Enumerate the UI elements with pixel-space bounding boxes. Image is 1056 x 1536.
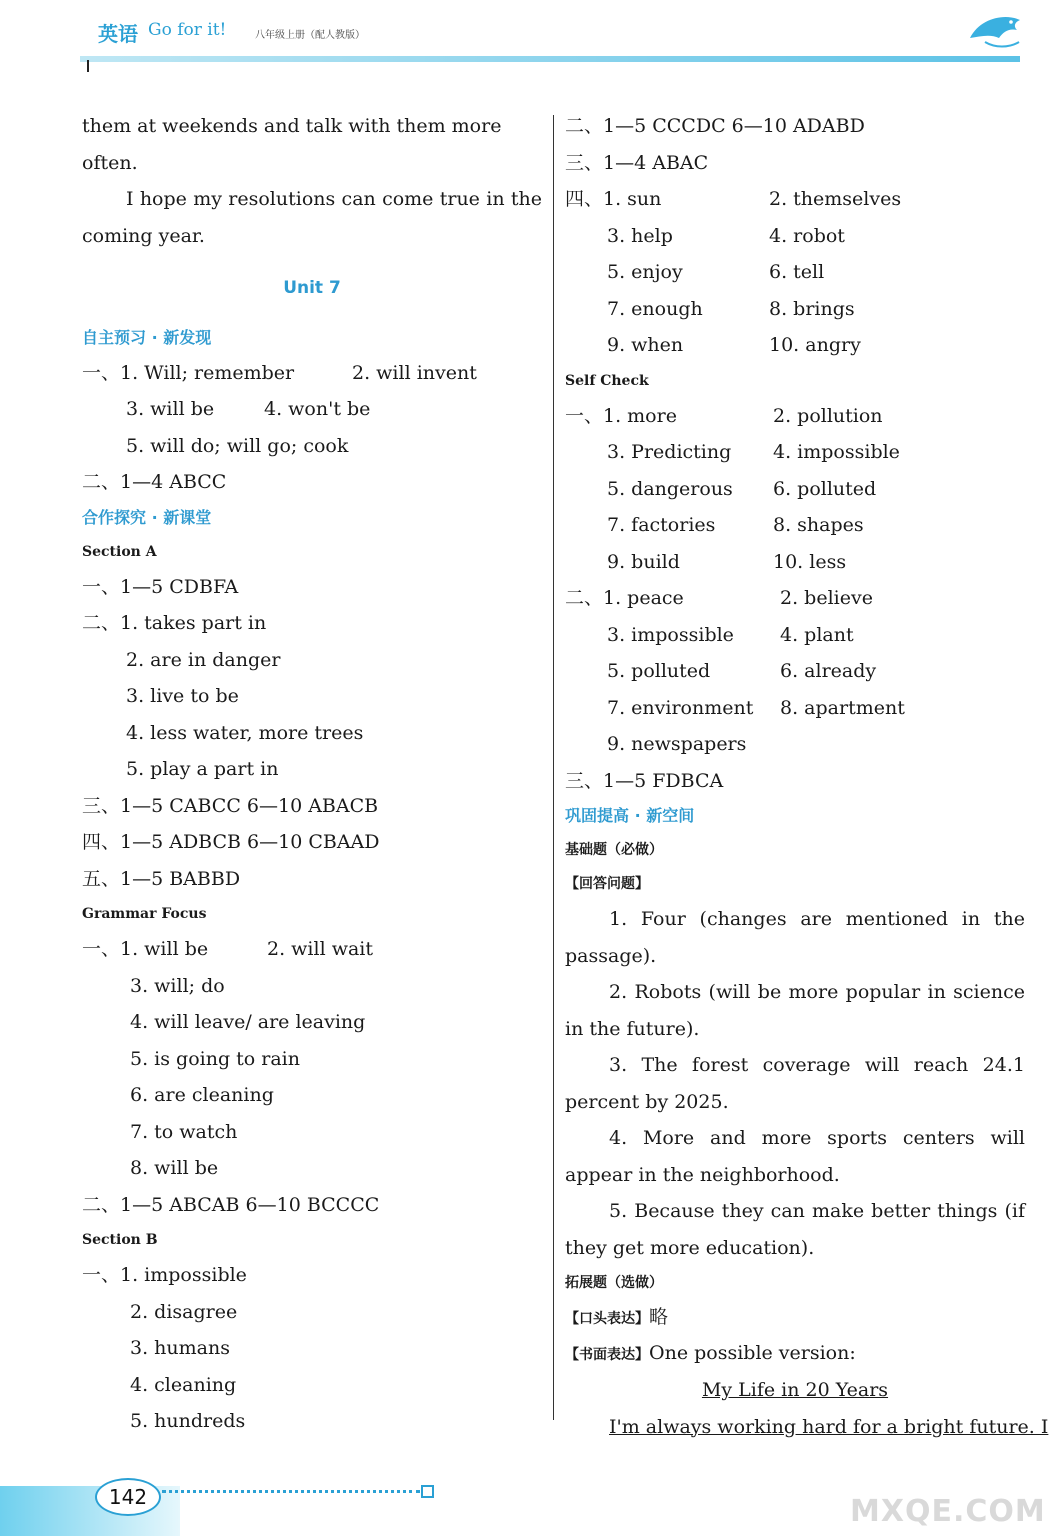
answer-row <box>82 642 542 679</box>
answer-item: 一、1. more <box>565 404 677 427</box>
answer-item: 三、1—5 CABCC 6—10 ABACB <box>82 794 379 817</box>
text-line: them at weekends and talk with them more often. <box>82 115 502 174</box>
answer-item: 7. environment <box>607 696 754 719</box>
answer-item: 4. cleaning <box>130 1373 237 1396</box>
dolphin-logo-icon <box>965 8 1025 54</box>
answer-item: 2. will invent <box>352 361 477 384</box>
answer-row <box>82 355 542 392</box>
answer-row <box>82 1330 542 1367</box>
answer-row <box>565 763 1025 800</box>
unit-heading: Unit 7 <box>283 278 341 298</box>
answer-item: 8. shapes <box>773 514 864 536</box>
answer-item: 五、1—5 BABBD <box>82 867 241 890</box>
answer-item: 10. less <box>773 550 847 573</box>
oral-answer: 略 <box>649 1306 669 1328</box>
answer-item: 8. apartment <box>780 696 905 719</box>
writing-line <box>565 1336 1025 1372</box>
answer-item: 3. will; do <box>130 974 225 997</box>
answer-item: 一、1. will be <box>82 938 209 960</box>
answer-row <box>82 931 542 968</box>
answer-item: 3. humans <box>130 1337 230 1359</box>
answer-item: 5. play a part in <box>126 758 279 780</box>
answer-row <box>565 507 1025 544</box>
answer-item: 3. help <box>607 224 673 247</box>
section-heading: 合作探究 · 新课堂 <box>82 507 212 527</box>
section-heading: 自主预习 · 新发现 <box>82 327 212 347</box>
answer-paragraph: 2. Robots (will be more popular in science in the future). <box>565 981 1025 1040</box>
answer-row <box>565 471 1025 508</box>
answer-item: 5. dangerous <box>607 477 733 500</box>
answer-item: 2. are in danger <box>126 648 281 671</box>
page-number: 142 <box>95 1478 161 1516</box>
subsection-heading: 基础题（必做） <box>565 842 663 858</box>
answer-row <box>82 751 542 788</box>
answer-item: 一、1. impossible <box>82 1264 247 1286</box>
answer-row <box>82 715 542 752</box>
answer-row <box>565 254 1025 291</box>
bracket-label: 【书面表达】 <box>565 1347 649 1363</box>
bracket-label: 【口头表达】 <box>565 1311 649 1327</box>
answer-row <box>82 861 542 898</box>
answer-item: 9. when <box>607 334 684 356</box>
page-header <box>80 18 1025 60</box>
square-icon <box>421 1485 434 1498</box>
essay-title: My Life in 20 Years <box>701 1379 889 1401</box>
answer-item: 3. will be <box>126 398 215 420</box>
answer-row <box>82 1403 542 1440</box>
answer-paragraph: 4. More and more sports centers will appear in the neighborhood. <box>565 1127 1025 1186</box>
right-column <box>565 108 1049 1445</box>
answer-row <box>82 464 542 501</box>
answer-item: 5. is going to rain <box>130 1047 300 1070</box>
answer-item: 6. already <box>780 660 877 682</box>
answer-row <box>82 824 542 861</box>
answer-item: 2. believe <box>780 587 873 609</box>
essay-line: I'm always working hard for a bright future. I <box>609 1415 1049 1438</box>
answer-item: 一、1—5 CDBFA <box>82 575 239 598</box>
answer-item: 2. themselves <box>769 188 902 210</box>
answer-row <box>565 108 1025 145</box>
answer-item: 10. angry <box>769 334 861 356</box>
answer-item: 4. robot <box>769 224 845 247</box>
answer-row <box>565 690 1025 727</box>
answer-row <box>565 726 1025 763</box>
answer-item: 二、1. peace <box>565 587 684 609</box>
text-paragraph: I hope my resolutions can come true in the coming year. <box>82 188 542 247</box>
answer-item: 4. plant <box>780 623 854 646</box>
answer-item: 3. Predicting <box>607 441 732 463</box>
answer-item: 7. factories <box>607 514 716 536</box>
answer-row <box>82 605 542 642</box>
answer-item: 三、1—4 ABAC <box>565 151 709 174</box>
answer-row <box>565 434 1025 471</box>
answer-item: 4. less water, more trees <box>126 721 364 744</box>
answer-row <box>82 428 542 465</box>
answer-row <box>565 544 1025 581</box>
subsection-heading: Grammar Focus <box>82 906 207 922</box>
answer-row <box>565 580 1025 617</box>
answer-item: 6. are cleaning <box>130 1084 274 1106</box>
answer-item: 6. polluted <box>773 477 877 500</box>
answer-item: 2. pollution <box>773 404 883 427</box>
section-heading: 巩固提高 · 新空间 <box>565 806 695 825</box>
answer-row <box>82 788 542 825</box>
answer-row <box>82 1041 542 1078</box>
answer-row <box>82 1187 542 1224</box>
answer-row <box>565 617 1025 654</box>
subsection-heading: 拓展题（选做） <box>565 1275 663 1291</box>
subsection-heading: Section A <box>82 543 157 560</box>
answer-row <box>565 218 1025 255</box>
answer-item: 9. build <box>607 550 680 573</box>
answer-item: 2. disagree <box>130 1300 238 1323</box>
answer-item: 5. enjoy <box>607 261 683 283</box>
header-series: Go for it! <box>148 20 227 40</box>
answer-item: 4. impossible <box>773 441 900 463</box>
column-divider <box>553 115 554 1420</box>
answer-paragraph: 1. Four (changes are mentioned in the passage). <box>565 908 1025 967</box>
answer-row <box>82 1294 542 1331</box>
answer-item: 5. will do; will go; cook <box>126 434 349 457</box>
answer-item: 四、1. sun <box>565 188 662 210</box>
answer-row <box>82 1077 542 1114</box>
answer-item: 5. hundreds <box>130 1410 246 1432</box>
answer-item: 4. will leave/ are leaving <box>130 1011 366 1033</box>
answer-item: 二、1—4 ABCC <box>82 471 227 493</box>
answer-paragraph: 3. The forest coverage will reach 24.1 percent by 2025. <box>565 1054 1025 1113</box>
answer-item: 8. brings <box>769 297 855 320</box>
answer-item: 二、1—5 ABCAB 6—10 BCCCC <box>82 1193 380 1216</box>
answer-row <box>565 181 1025 218</box>
left-column <box>82 108 542 1440</box>
answer-row <box>565 398 1025 435</box>
header-bar <box>80 56 1020 62</box>
answer-item: 7. enough <box>607 297 703 320</box>
subsection-heading: Self Check <box>565 372 649 389</box>
answer-row <box>565 653 1025 690</box>
footer-dotted-rule <box>162 1490 420 1493</box>
answer-row <box>82 1257 542 1294</box>
answer-item: 4. won't be <box>264 398 371 420</box>
answer-item: 5. polluted <box>607 660 711 682</box>
answer-item: 6. tell <box>769 261 825 283</box>
answer-row <box>82 391 542 428</box>
answer-item: 2. will wait <box>267 938 374 960</box>
answer-item: 8. will be <box>130 1157 219 1179</box>
answer-item: 7. to watch <box>130 1120 238 1143</box>
answer-paragraph: 5. Because they can make better things (if they get more education). <box>565 1200 1025 1259</box>
header-grade: 八年级上册（配人教版） <box>255 30 365 41</box>
page-footer <box>0 1470 1056 1536</box>
answer-item: 三、1—5 FDBCA <box>565 769 724 792</box>
answer-row <box>82 1150 542 1187</box>
answer-row <box>82 569 542 606</box>
answer-item: 二、1. takes part in <box>82 612 267 634</box>
header-subject: 英语 <box>98 22 138 46</box>
watermark: MXQE.COM <box>850 1494 1046 1529</box>
answer-item: 二、1—5 CCCDC 6—10 ADABD <box>565 115 865 137</box>
answer-item: 9. newspapers <box>607 733 747 755</box>
answer-row <box>82 1004 542 1041</box>
answer-item: 一、1. Will; remember <box>82 361 295 384</box>
answer-row <box>565 291 1025 328</box>
answer-row <box>565 327 1025 364</box>
answer-item: 四、1—5 ADBCB 6—10 CBAAD <box>82 831 380 853</box>
bracket-label: 【回答问题】 <box>565 876 649 892</box>
answer-item: 3. live to be <box>126 685 239 707</box>
header-tick <box>87 60 89 72</box>
oral-line <box>565 1300 1025 1336</box>
answer-item: 3. impossible <box>607 623 734 646</box>
answer-row <box>82 1367 542 1404</box>
answer-row <box>565 145 1025 182</box>
subsection-heading: Section B <box>82 1232 158 1248</box>
answer-row <box>82 968 542 1005</box>
writing-intro: One possible version: <box>649 1342 856 1364</box>
answer-row <box>82 678 542 715</box>
answer-row <box>82 1114 542 1151</box>
